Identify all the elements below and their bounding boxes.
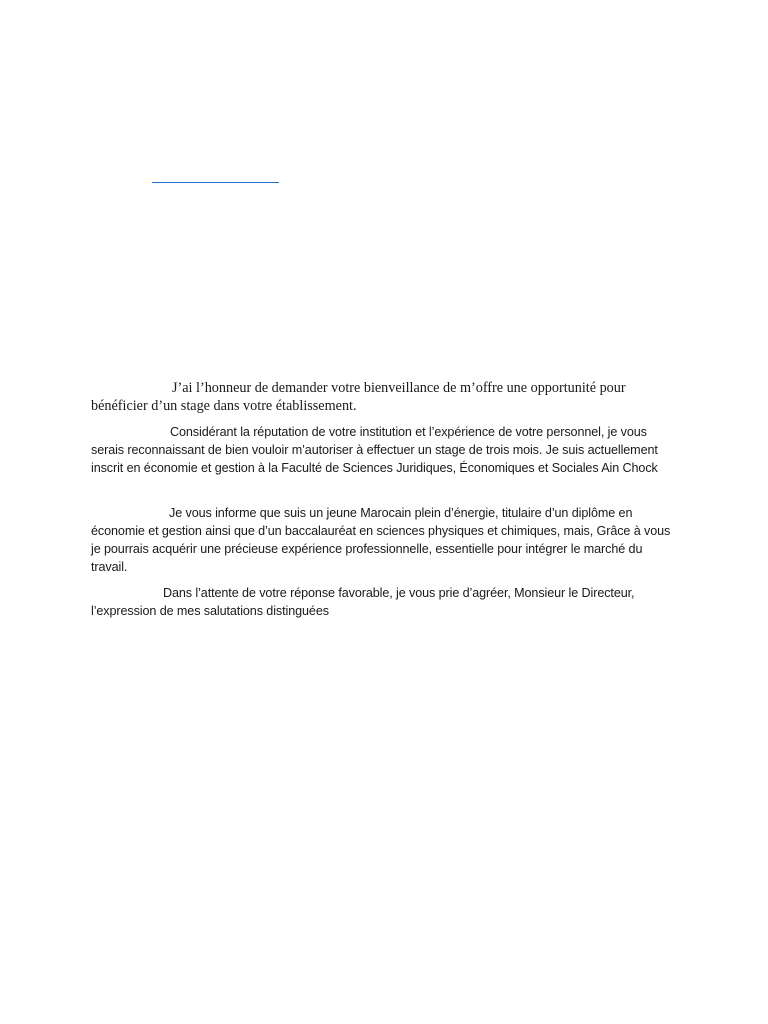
paragraph-motivation: Considérant la réputation de votre institution et l’expérience de votre personnel, je vous serais reconnaissant de bien vouloir m’autoriser à effectuer un stage de trois mois. Je suis actuellement inscrit en économie et gestion à la Faculté de Sciences Juridiques, Économiques et Sociales Ain Chock [91, 425, 658, 475]
hyperlink-underline[interactable] [152, 182, 279, 183]
paragraph-profile: Je vous informe que suis un jeune Marocain plein d’énergie, titulaire d’un diplôme en économie et gestion ainsi que d’un baccalauréat en sciences physiques et chimiques, mais, Grâce à vous je pourrais acquérir une précieuse expérience professionnelle, essentielle pour intégrer le marché du travail. [91, 506, 671, 574]
paragraph-closing: Dans l’attente de votre réponse favorable, je vous prie d’agréer, Monsieur le Directeur, l’expression de mes salutations distinguées [91, 586, 635, 618]
paragraph-intro: J’ai l’honneur de demander votre bienveillance de m’offre une opportunité pour bénéficier d’un stage dans votre établissement. [91, 380, 626, 414]
